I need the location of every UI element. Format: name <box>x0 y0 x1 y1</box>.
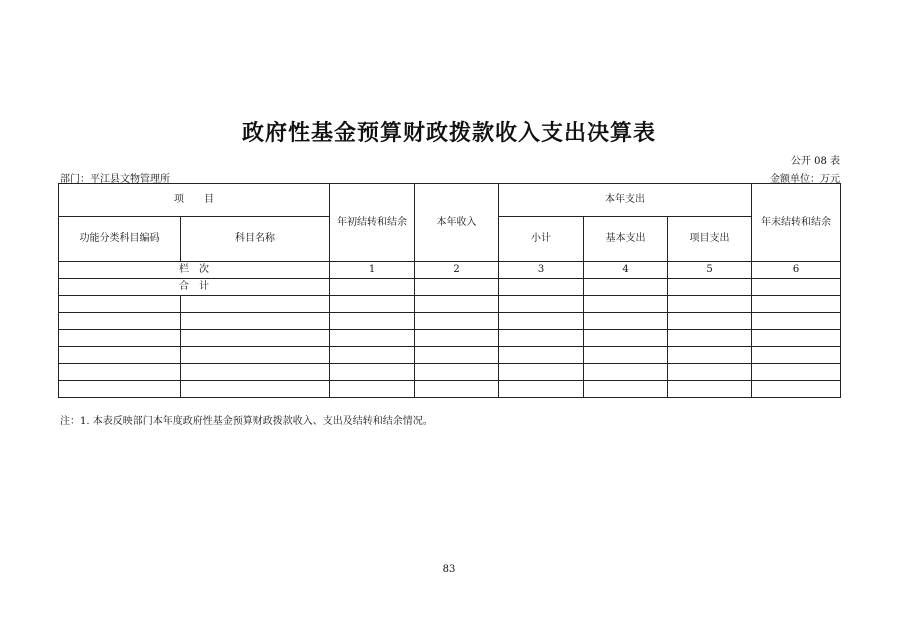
row-value-cell <box>415 364 499 381</box>
header-project: 项 目 <box>59 184 330 217</box>
header-opening-balance: 年初结转和结余 <box>330 184 415 262</box>
header-project-expenditure: 项目支出 <box>668 217 752 262</box>
row-code-cell <box>59 330 181 347</box>
column-number: 6 <box>752 262 841 279</box>
table-row <box>59 313 841 330</box>
row-value-cell <box>330 296 415 313</box>
row-value-cell <box>330 330 415 347</box>
total-label: 合 计 <box>59 279 330 296</box>
total-value <box>584 279 668 296</box>
row-value-cell <box>668 296 752 313</box>
row-name-cell <box>181 313 330 330</box>
row-value-cell <box>499 296 584 313</box>
row-value-cell <box>330 347 415 364</box>
row-value-cell <box>668 381 752 398</box>
table-row <box>59 381 841 398</box>
row-value-cell <box>584 347 668 364</box>
header-code: 功能分类科目编码 <box>59 217 181 262</box>
total-value <box>752 279 841 296</box>
budget-table <box>58 183 841 398</box>
table-row <box>59 330 841 347</box>
header-subtotal: 小计 <box>499 217 584 262</box>
row-value-cell <box>415 347 499 364</box>
row-value-cell <box>584 313 668 330</box>
total-row <box>59 279 841 296</box>
column-number: 4 <box>584 262 668 279</box>
table-row <box>59 347 841 364</box>
row-code-cell <box>59 347 181 364</box>
row-value-cell <box>499 313 584 330</box>
total-value <box>668 279 752 296</box>
column-index-row <box>59 262 841 279</box>
row-value-cell <box>415 296 499 313</box>
row-value-cell <box>584 330 668 347</box>
row-value-cell <box>668 364 752 381</box>
header-name: 科目名称 <box>181 217 330 262</box>
row-value-cell <box>752 381 841 398</box>
column-number: 5 <box>668 262 752 279</box>
row-value-cell <box>752 347 841 364</box>
row-value-cell <box>668 347 752 364</box>
header-expenditure: 本年支出 <box>499 184 752 217</box>
row-name-cell <box>181 381 330 398</box>
row-value-cell <box>752 313 841 330</box>
header-income: 本年收入 <box>415 184 499 262</box>
row-value-cell <box>330 364 415 381</box>
row-value-cell <box>584 364 668 381</box>
column-number: 3 <box>499 262 584 279</box>
row-name-cell <box>181 364 330 381</box>
row-value-cell <box>584 296 668 313</box>
header-row-top <box>59 184 841 217</box>
table-row <box>59 364 841 381</box>
form-code: 公开 08 表 <box>790 156 840 167</box>
column-index-label: 栏 次 <box>59 262 330 279</box>
row-value-cell <box>499 364 584 381</box>
total-value <box>499 279 584 296</box>
table-row <box>59 296 841 313</box>
row-value-cell <box>668 313 752 330</box>
row-value-cell <box>752 364 841 381</box>
row-code-cell <box>59 313 181 330</box>
page-number: 83 <box>442 564 456 575</box>
row-value-cell <box>499 347 584 364</box>
total-value <box>330 279 415 296</box>
row-value-cell <box>415 313 499 330</box>
total-value <box>415 279 499 296</box>
column-number: 1 <box>330 262 415 279</box>
row-name-cell <box>181 330 330 347</box>
row-value-cell <box>752 296 841 313</box>
row-value-cell <box>415 330 499 347</box>
row-code-cell <box>59 381 181 398</box>
row-value-cell <box>415 381 499 398</box>
header-closing-balance: 年末结转和结余 <box>752 184 841 262</box>
row-value-cell <box>499 381 584 398</box>
page-title: 政府性基金预算财政拨款收入支出决算表 <box>241 121 656 146</box>
row-value-cell <box>584 381 668 398</box>
department-label: 部门：平江县文物管理所 <box>60 174 170 185</box>
row-code-cell <box>59 364 181 381</box>
row-name-cell <box>181 347 330 364</box>
row-value-cell <box>668 330 752 347</box>
header-basic-expenditure: 基本支出 <box>584 217 668 262</box>
row-value-cell <box>330 381 415 398</box>
column-number: 2 <box>415 262 499 279</box>
row-value-cell <box>499 330 584 347</box>
row-value-cell <box>330 313 415 330</box>
row-code-cell <box>59 296 181 313</box>
row-name-cell <box>181 296 330 313</box>
footnote: 注：1. 本表反映部门本年度政府性基金预算财政拨款收入、支出及结转和结余情况。 <box>60 416 433 427</box>
row-value-cell <box>752 330 841 347</box>
unit-label: 金额单位：万元 <box>770 174 840 185</box>
